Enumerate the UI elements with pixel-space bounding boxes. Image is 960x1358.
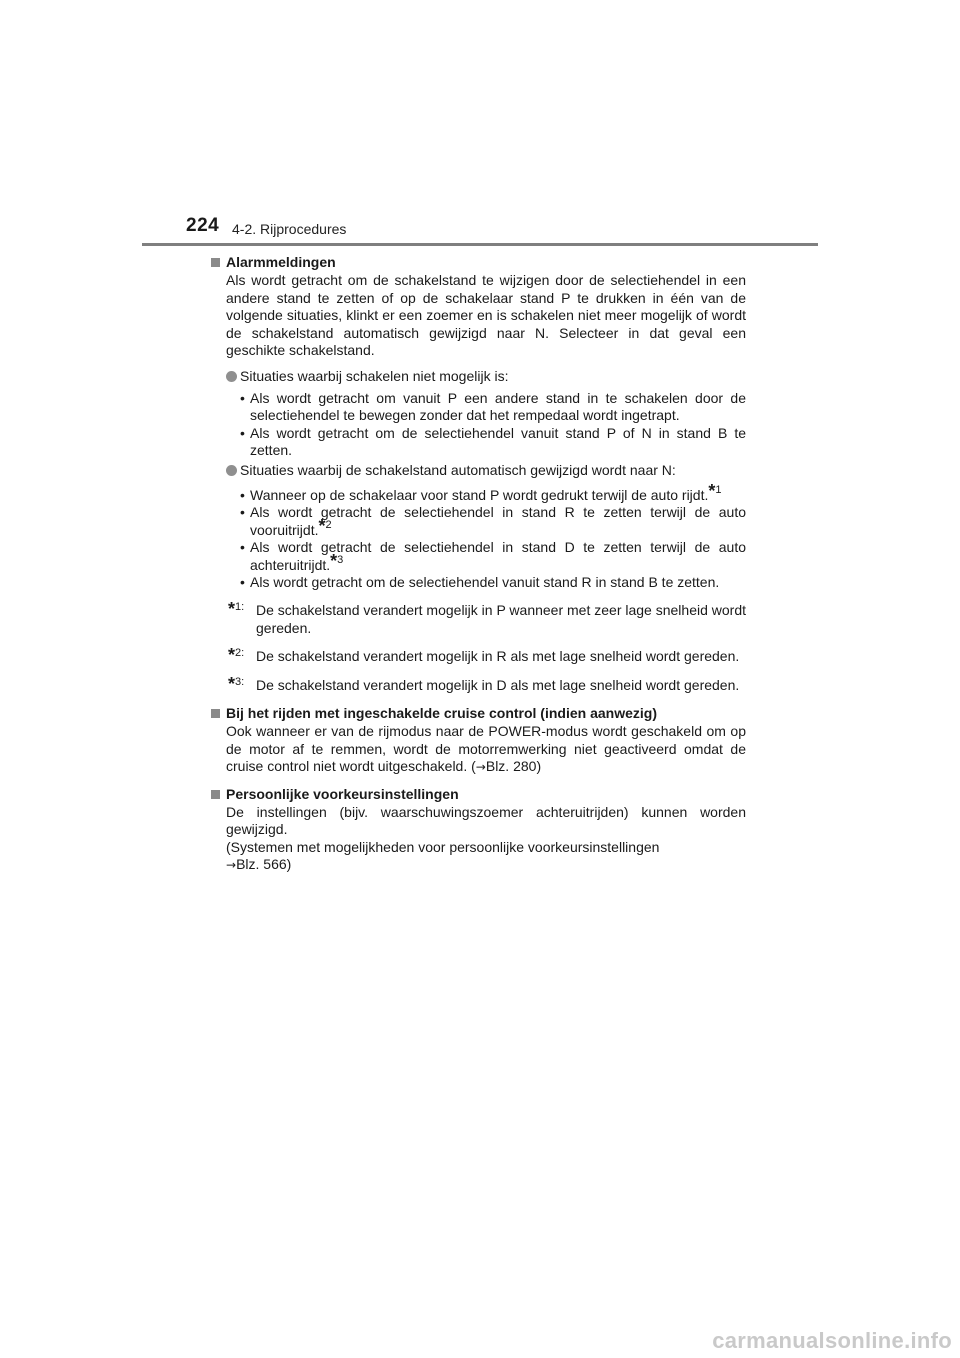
page-reference-link[interactable]: Blz. 566 <box>236 856 287 873</box>
arrow-right-icon: → <box>226 858 237 873</box>
cruise-heading: Bij het rijden met ingeschakelde cruise control (indien aanwezig) <box>211 705 746 722</box>
page-header <box>0 0 960 250</box>
situations-auto-n-title: Situaties waarbij de schakelstand automatisch gewijzigd wordt naar N: <box>211 462 746 479</box>
section-title: 4-2. Rijprocedures <box>232 221 347 237</box>
page-number: 224 <box>186 215 220 236</box>
personal-text-2: (Systemen met mogelijkheden voor persoonlijke voorkeursinstellingen →Blz. 566) <box>226 838 660 873</box>
arrow-right-icon: → <box>475 760 486 775</box>
footnote-ref: *3 <box>330 550 344 571</box>
situations-no-shift-title: Situaties waarbij schakelen niet mogelijk is: <box>211 368 746 385</box>
list-item: • Als wordt getracht de selectiehendel in stand D te zetten terwijl de auto achteruitrijdt.$^{*3}$ <box>240 539 746 573</box>
personal-text-1: De instellingen (bijv. waarschuwingszoemer achteruitrijden) kunnen worden gewijzigd. <box>226 803 746 838</box>
page-content <box>211 254 746 875</box>
list-item: • Wanneer op de schakelaar voor stand P wordt gedrukt terwijl de auto rijdt.$^{*1}$ <box>240 480 722 503</box>
alarm-heading-text: Alarmmeldingen <box>226 254 336 270</box>
situations-auto-n-list <box>211 480 746 591</box>
list-item: • Als wordt getracht om de selectiehendel vanuit stand P of N in stand B te zetten. <box>240 424 746 459</box>
cruise-text: Ook wanneer er van de rijmodus naar de POWER-modus wordt geschakeld om op de motor af te remmen, wordt de motorremwerking niet geactiveerd omdat de cruise control niet wordt uitgeschakeld. (→Blz. 280) <box>226 723 746 775</box>
watermark: carmanualsonline.info <box>712 1328 952 1353</box>
page-reference-link[interactable]: Blz. 280 <box>485 758 537 775</box>
situations-no-shift-list <box>211 390 746 460</box>
list-item: • Als wordt getracht de selectiehendel in stand R te zetten terwijl de auto vooruitrijdt.$^{*2}$ <box>240 504 746 538</box>
square-bullet-icon <box>211 709 220 718</box>
footnote-1: *1: De schakelstand verandert mogelijk in P wanneer met zeer lage snelheid wordt gereden. <box>228 599 747 636</box>
footnote-2: *2: De schakelstand verandert mogelijk in R als met lage snelheid wordt gereden. <box>228 645 740 666</box>
alarm-intro: Als wordt getracht om de schakelstand te wijzigen door de selectiehendel in een andere stand te zetten of op de schakelaar stand P te drukken in één van de volgende situaties, klinkt er een zoemer en is schakelen niet meer mogelijk of wordt de schakelstand automatisch gewijzigd naar N. Selecteer in dat geval een geschikte schakelstand. <box>226 272 746 359</box>
square-bullet-icon <box>211 790 220 799</box>
alarm-heading <box>211 254 746 271</box>
circle-bullet-icon <box>226 371 237 382</box>
footnote-ref: *1 <box>708 480 722 501</box>
footnote-ref: *2 <box>318 515 332 536</box>
personal-heading: Persoonlijke voorkeursinstellingen <box>211 786 746 803</box>
list-item: • Als wordt getracht om de selectiehendel vanuit stand R in stand B te zetten. <box>240 573 720 590</box>
square-bullet-icon <box>211 258 220 267</box>
circle-bullet-icon <box>226 465 237 476</box>
header-divider <box>142 243 818 246</box>
footnote-3: *3: De schakelstand verandert mogelijk in D als met lage snelheid wordt gereden. <box>228 673 740 694</box>
list-item: • Als wordt getracht om vanuit P een andere stand in te schakelen door de selectiehendel te bewegen zonder dat het rempedaal wordt ingetrapt. <box>240 389 746 424</box>
